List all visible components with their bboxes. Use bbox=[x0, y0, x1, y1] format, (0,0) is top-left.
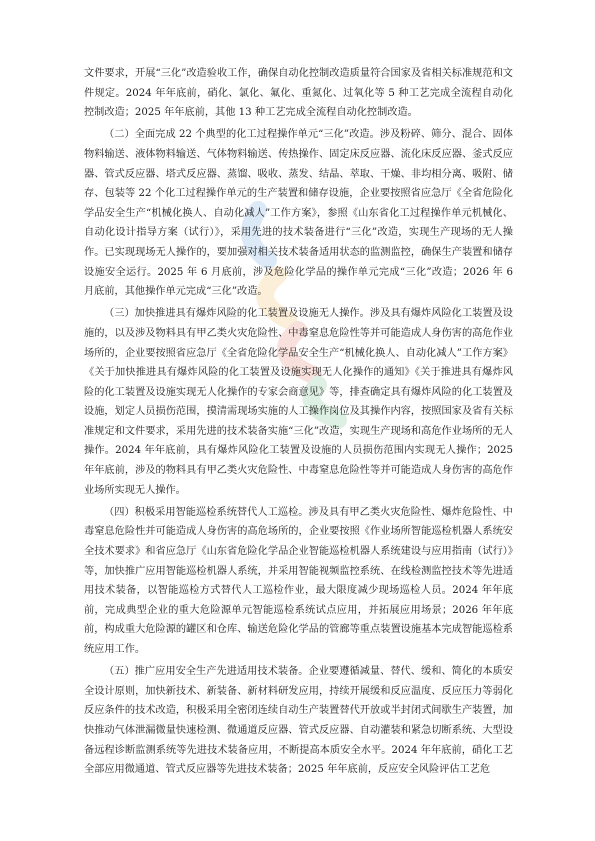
paragraph-section-4: （四）积极采用智能巡检系统替代人工巡检。涉及具有甲乙类火灾危险性、爆炸危险性、中毒窒息危险性并可能造成人身伤害的高危场所的，企业要按照《作业场所智能巡检机器人系统安全技术要求》和省应急厅《山东省危险化学品企业智能巡检机器人系统建设与应用指南（试行）》等，加快推广应用智能巡检机器人系统，并采用智能视频监控系统、在线检测监控技术等先进适用技术装备，以智能巡检方式替代人工巡检作业，最大限度减少现场巡检人员。2024 年年底前，完成典型企业的重大危险源单元智能巡检系统试点应用，并拓展应用场景；2026 年年底前，构成重大危险源的罐区和仓库、输送危险化学品的管廊等重点装置设施基本完成智能巡检系统应用工作。 bbox=[84, 506, 513, 655]
paragraph-section-5: （五）推广应用安全生产先进适用技术装备。企业要遵循减量、替代、缓和、简化的本质安全设计原则，加快新技术、新装备、新材料研发应用，持续开展缓和反应温度、反应压力等弱化反应条件的技术改造，积极采用全密闭连续自动生产装置替代开放或半封闭式间歇生产装置，加快推动气体泄漏微量快速检测、微通道反应器、管式反应器、自动灌装和紧急切断系统、大型设备远程诊断监测系统等先进技术装备应用，不断提高本质安全水平。2024 年年底前，硝化工艺全部应用微通道、管式反应器等先进技术装备；2025 年年底前，反应安全风险评估工艺危 bbox=[84, 666, 513, 776]
document-body bbox=[84, 64, 513, 782]
paragraph-section-2: （二）全面完成 22 个典型的化工过程操作单元“三化”改造。涉及粉碎、筛分、混合、固体物料输送、液体物料输送、气体物料输送、传热操作、固定床反应器、流化床反应器、釜式反应器、管式反应器、塔式反应器、蒸馏、吸收、蒸发、结晶、萃取、干燥、非均相分离、吸附、储存、包装等 22 个化工过程操作单元的生产装置和储存设施，企业要按照省应急厅《全省危险化学品安全生产“机械化换人、自动化减人”工作方案》，参照《山东省化工过程操作单元机械化、自动化设计指导方案（试行）》，采用先进的技术装备进行“三化”改造，实现生产现场的无人操作。已实现现场无人操作的，要加强对相关技术装备适用状态的监测监控，确保生产装置和储存设施安全运行。2025 年 6 月底前，涉及危险化学品的操作单元完成“三化”改造；2026 年 6 月底前，其他操作单元完成“三化”改造。 bbox=[84, 129, 513, 298]
paragraph-continuation: 文件要求，开展“三化”改造验收工作，确保自动化控制改造质量符合国家及省相关标准规范和文件规定。2024 年年底前，硝化、氯化、氟化、重氮化、过氧化等 5 种工艺完成全流程自动化控制改造；2025 年年底前，其他 13 种工艺完成全流程自动化控制改造。 bbox=[84, 68, 513, 119]
paragraph-section-3: （三）加快推进具有爆炸风险的化工装置及设施无人操作。涉及具有爆炸风险化工装置及设施的，以及涉及物料具有甲乙类火灾危险性、中毒窒息危险性等并可能造成人身伤害的高危作业场所的，企业要按照省应急厅《全省危险化学品安全生产“机械化换人、自动化减人”工作方案》《关于加快推进具有爆炸风险的化工装置及设施实现无人化操作的通知》《关于推进具有爆炸风险的化工装置及设施实现无人化操作的专家会商意见》等，排查确定具有爆炸风险的化工装置及设施，划定人员损伤范围，摸清需现场实施的人工操作岗位及其操作内容，按照国家及省有关标准规定和文件要求，采用先进的技术装备实施“三化”改造，实现生产现场和高危作业场所的无人操作。2024 年年底前，具有爆炸风险化工装置及设施的人员损伤范围内实现无人操作；2025 年年底前，涉及的物料具有甲乙类火灾危险性、中毒窒息危险性等并可能造成人身伤害的高危作业场所实现无人操作。 bbox=[84, 308, 513, 496]
